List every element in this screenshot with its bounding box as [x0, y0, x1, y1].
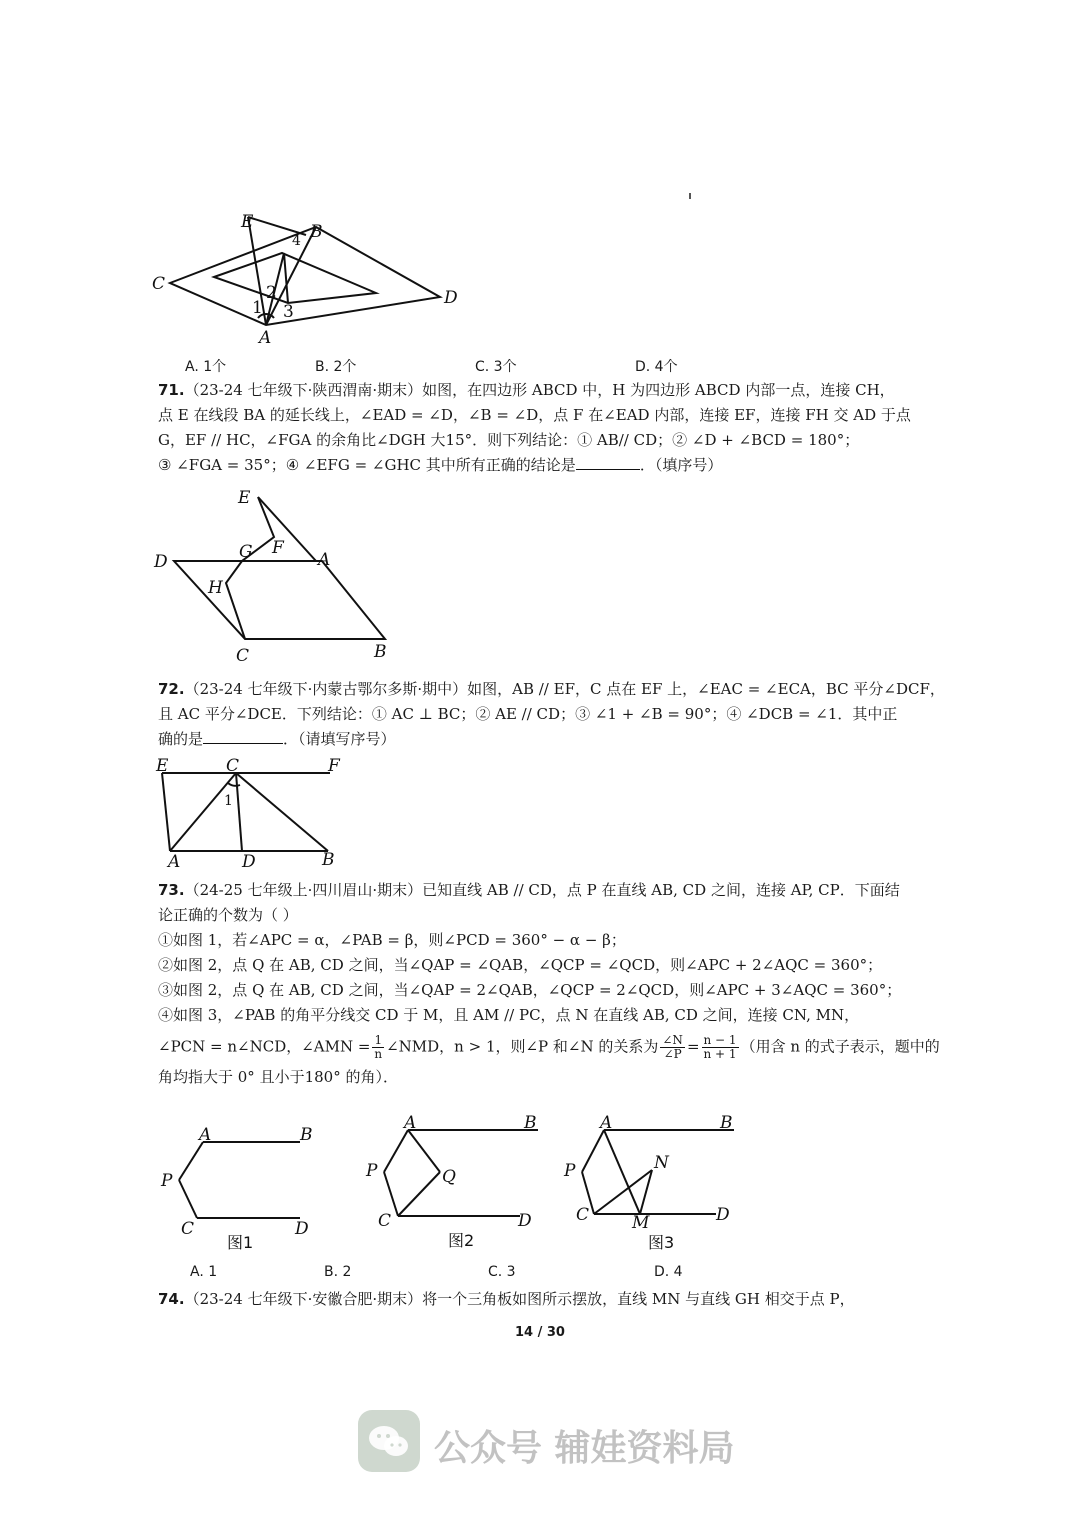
label-C: C: [236, 646, 250, 665]
option-c[interactable]: C. 3: [488, 1264, 516, 1280]
label-B: B: [300, 1125, 313, 1145]
label-G: G: [239, 542, 253, 562]
label-E: E: [238, 488, 251, 508]
q73-eq: =: [686, 1037, 700, 1056]
q71-text: [158, 378, 928, 478]
q71-line-3: G，EF // HC，∠FGA 的余角比∠DGH 大15°．则下列结论：① AB// CD；② ∠D + ∠BCD = 180°；: [158, 431, 860, 449]
label-C: C: [378, 1211, 392, 1231]
label-H: H: [208, 578, 223, 598]
label-C: C: [226, 756, 240, 776]
fraction-n-over-p: $\frac{\angle N}{\angle P}$: [662, 1033, 683, 1061]
q71-answer-blank[interactable]: [576, 455, 640, 470]
label-D: D: [444, 288, 458, 308]
label-P: P: [366, 1161, 378, 1181]
q73-line-2: 论正确的个数为（ ）: [158, 906, 298, 924]
q71-figure: [150, 485, 400, 665]
label-A: A: [199, 1125, 212, 1145]
q73-figure-2: [360, 1110, 550, 1255]
fraction-1-over-n: $\frac{1}{n}$: [374, 1033, 383, 1061]
label-3: 3: [283, 302, 294, 322]
scan-mark: [689, 193, 691, 199]
q73-line-7b: ∠NMD，n > 1，则∠P 和∠N 的关系为: [386, 1037, 659, 1056]
q73-line-5: ③如图 2，点 Q 在 AB, CD 之间，当∠QAP = 2∠QAB，∠QCP = 2∠QCD，则∠APC + 3∠AQC = 360°；: [158, 981, 902, 999]
label-B: B: [524, 1113, 537, 1133]
label-C: C: [576, 1205, 590, 1225]
label-F: F: [272, 538, 284, 558]
q73-line-4: ②如图 2，点 Q 在 AB, CD 之间，当∠QAP = ∠QAB，∠QCP = ∠QCD，则∠APC + 2∠AQC = 360°；: [158, 956, 883, 974]
q73-line-3: ①如图 1，若∠APC = α，∠PAB = β，则∠PCD = 360° − α − β；: [158, 931, 626, 949]
label-C: C: [181, 1219, 195, 1239]
q73-options: [190, 1264, 890, 1284]
label-A: A: [404, 1113, 417, 1133]
label-P: P: [564, 1161, 576, 1181]
q73-text: [158, 878, 940, 1090]
q73-line-1: （24-25 七年级上·四川眉山·期末）已知直线 AB // CD，点 P 在直线 AB, CD 之间，连接 AP, CP．下面结: [184, 881, 900, 899]
label-4: 4: [292, 233, 301, 249]
option-a[interactable]: A. 1个: [185, 359, 227, 375]
label-B: B: [310, 222, 323, 242]
label-M: M: [632, 1213, 650, 1233]
option-b[interactable]: B. 2个: [315, 359, 357, 375]
label-N: N: [654, 1153, 669, 1173]
label-Q: Q: [442, 1167, 456, 1187]
figure-caption: 图2: [448, 1231, 475, 1250]
label-B: B: [720, 1113, 733, 1133]
option-b[interactable]: B. 2: [324, 1264, 352, 1280]
label-A: A: [168, 852, 181, 870]
q72-text: [158, 677, 945, 752]
option-d[interactable]: D. 4个: [635, 359, 678, 375]
label-D: D: [295, 1219, 309, 1239]
q71-line-1: （23-24 七年级下·陕西渭南·期末）如图，在四边形 ABCD 中，H 为四边形 ABCD 内部一点，连接 CH，: [184, 381, 895, 399]
q73-line-7a: ∠PCN = n∠NCD，∠AMN =: [158, 1037, 371, 1056]
q74-number: 74.: [158, 1290, 185, 1308]
figure-caption: 图3: [648, 1233, 675, 1252]
q70-options: [185, 356, 885, 376]
label-A: A: [259, 328, 272, 348]
q73-figure-3: [560, 1110, 750, 1255]
q73-line-6: ④如图 3，∠PAB 的角平分线交 CD 于 M，且 AM // PC，点 N 在直线 AB, CD 之间，连接 CN, MN，: [158, 1006, 860, 1024]
page-number: 14 / 30: [515, 1325, 565, 1340]
label-B: B: [374, 642, 387, 662]
label-D: D: [242, 852, 256, 870]
q72-line-3: 确的是: [158, 730, 204, 748]
q71-line-2: 点 E 在线段 BA 的延长线上，∠EAD = ∠D，∠B = ∠D，点 F 在∠EAD 内部，连接 EF，连接 FH 交 AD 于点: [158, 406, 911, 424]
q71-number: 71.: [158, 381, 185, 399]
q74-line-1: （23-24 七年级下·安徽合肥·期末）将一个三角板如图所示摆放，直线 MN 与直线 GH 相交于点 P，: [184, 1290, 855, 1308]
label-C: C: [152, 274, 166, 294]
q73-number: 73.: [158, 881, 185, 899]
label-1: 1: [224, 793, 233, 809]
q72-line-1: （23-24 七年级下·内蒙古鄂尔多斯·期中）如图，AB // EF，C 点在 EF 上，∠EAC = ∠ECA，BC 平分∠DCF，: [184, 680, 945, 698]
q72-figure: [150, 755, 350, 870]
label-2: 2: [266, 283, 277, 303]
option-c[interactable]: C. 3个: [475, 359, 517, 375]
label-D: D: [154, 552, 168, 572]
q72-line-2: 且 AC 平分∠DCE．下列结论：① AC ⊥ BC；② AE // CD；③ ∠1 + ∠B = 90°；④ ∠DCB = ∠1．其中正: [158, 705, 898, 723]
q73-line-8: 角均指大于 0° 且小于180° 的角）．: [158, 1068, 398, 1086]
q71-line-4: ③ ∠FGA = 35°；④ ∠EFG = ∠GHC 其中所有正确的结论是: [158, 456, 576, 474]
wechat-icon: [358, 1410, 420, 1472]
q72-tail: ．（请填写序号）: [283, 730, 396, 748]
figure-caption: 图1: [227, 1233, 254, 1252]
q72-number: 72.: [158, 680, 185, 698]
q71-tail: ．（填序号）: [639, 456, 723, 474]
watermark-text: 公众号 辅娃资料局: [434, 1428, 735, 1469]
q73-figure-1: [155, 1120, 330, 1260]
label-D: D: [716, 1205, 730, 1225]
label-A: A: [318, 550, 331, 570]
label-D: D: [518, 1211, 532, 1231]
label-B: B: [322, 850, 335, 870]
q73-line-7c: （用含 n 的式子表示，题中的: [740, 1037, 940, 1056]
label-E: E: [241, 212, 254, 232]
q74-text: [158, 1287, 928, 1312]
label-1: 1: [252, 298, 263, 318]
label-F: F: [328, 756, 340, 776]
label-E: E: [156, 756, 169, 776]
label-P: P: [161, 1171, 173, 1191]
q70-figure: [148, 205, 468, 350]
option-a[interactable]: A. 1: [190, 1264, 218, 1280]
watermark: [358, 1410, 758, 1482]
label-A: A: [600, 1113, 613, 1133]
q72-answer-blank[interactable]: [203, 729, 283, 744]
fraction-n-minus-1: $\frac{n - 1}{n + 1}$: [703, 1033, 737, 1061]
option-d[interactable]: D. 4: [654, 1264, 683, 1280]
